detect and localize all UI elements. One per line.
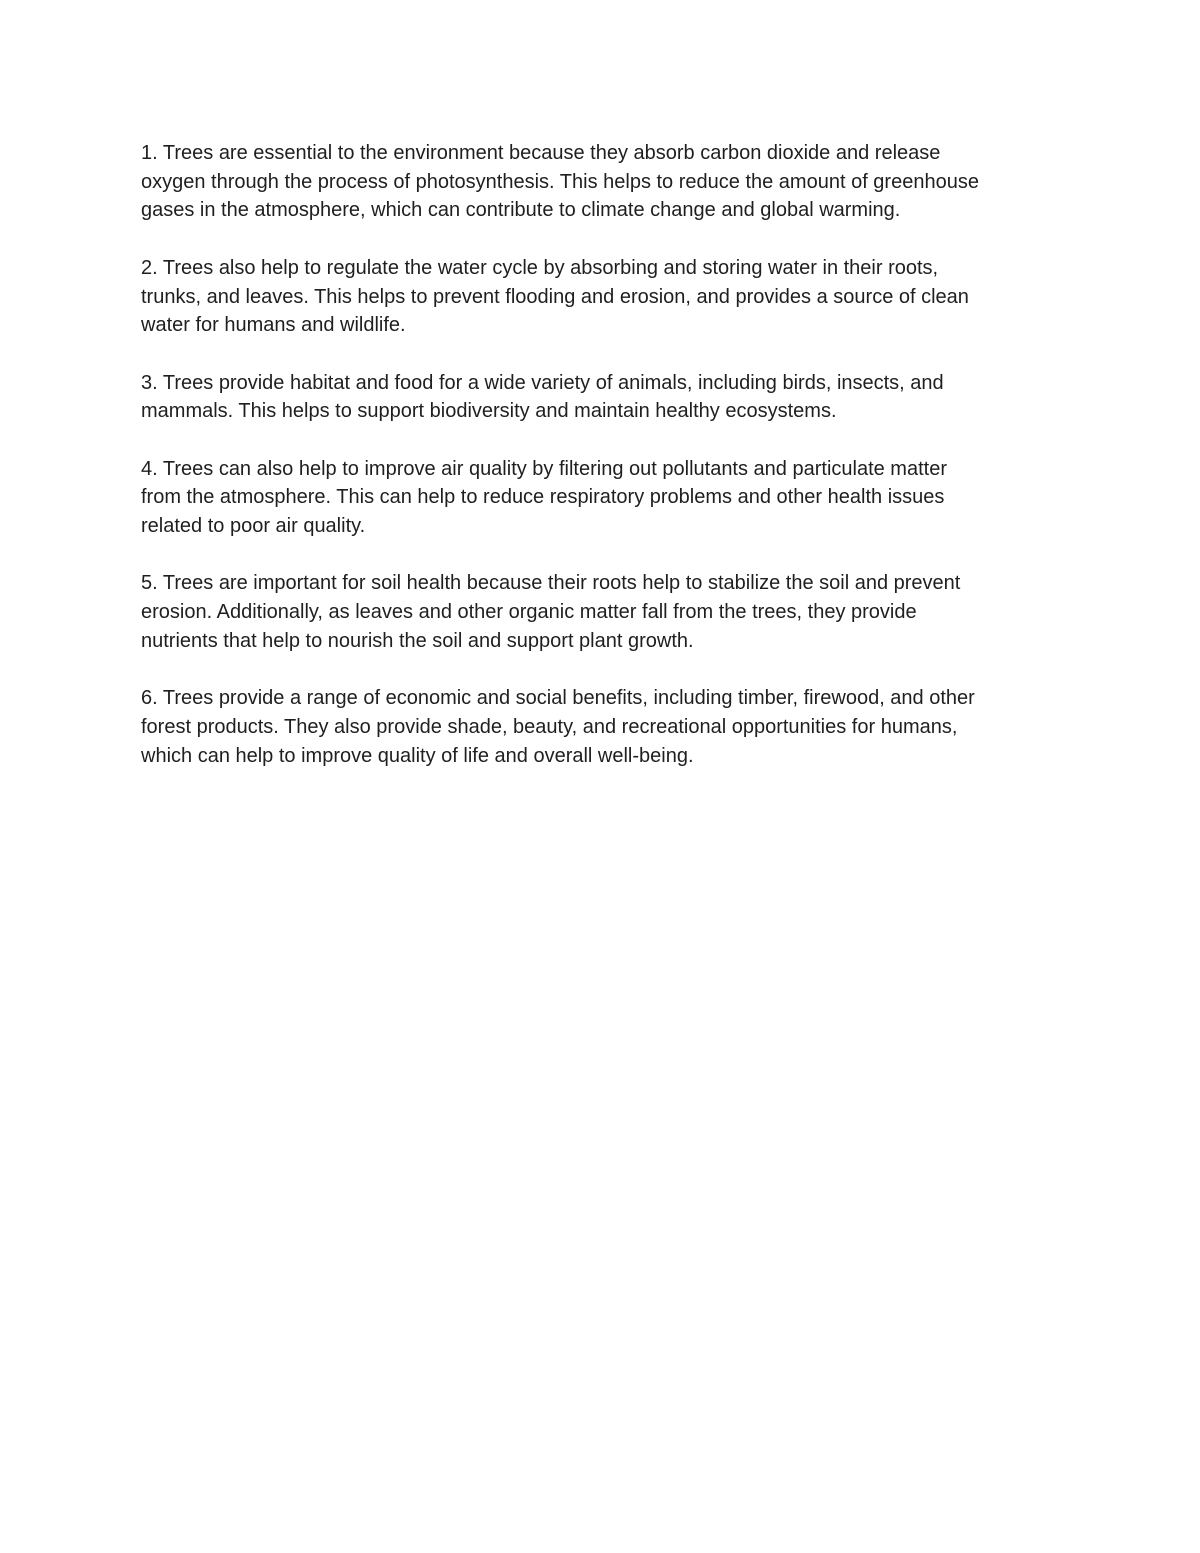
text-line: gases in the atmosphere, which can contribute to climate change and global warming. (141, 199, 901, 222)
text-line: mammals. This helps to support biodiversity and maintain healthy ecosystems. (141, 400, 837, 423)
paragraph-6 (141, 684, 1061, 770)
text-line: oxygen through the process of photosynthesis. This helps to reduce the amount of greenhouse (141, 170, 979, 193)
text-line: trunks, and leaves. This helps to prevent flooding and erosion, and provides a source of clean (141, 285, 969, 308)
paragraph-1 (141, 139, 1061, 225)
paragraph-4 (141, 455, 1061, 541)
text-line: which can help to improve quality of life and overall well-being. (141, 744, 694, 767)
paragraph-2 (141, 254, 1061, 340)
text-line: 5. Trees are important for soil health because their roots help to stabilize the soil and prevent (141, 572, 961, 595)
text-line: forest products. They also provide shade, beauty, and recreational opportunities for humans, (141, 715, 958, 738)
text-line: nutrients that help to nourish the soil and support plant growth. (141, 629, 694, 652)
document-body (141, 139, 1061, 770)
paragraph-3 (141, 369, 1061, 426)
paragraph-5 (141, 569, 1061, 655)
text-line: 1. Trees are essential to the environment because they absorb carbon dioxide and release (141, 142, 941, 164)
text-line: 3. Trees provide habitat and food for a wide variety of animals, including birds, insects, and (141, 371, 944, 394)
text-line: from the atmosphere. This can help to reduce respiratory problems and other health issues (141, 486, 945, 509)
text-line: related to poor air quality. (141, 515, 366, 538)
text-line: erosion. Additionally, as leaves and other organic matter fall from the trees, they provide (141, 601, 917, 624)
text-line: 2. Trees also help to regulate the water cycle by absorbing and storing water in their roots, (141, 256, 939, 279)
text-line: 6. Trees provide a range of economic and social benefits, including timber, firewood, and other (141, 687, 975, 710)
text-line: water for humans and wildlife. (141, 314, 406, 337)
text-line: 4. Trees can also help to improve air quality by filtering out pollutants and particulate matter (141, 457, 947, 480)
